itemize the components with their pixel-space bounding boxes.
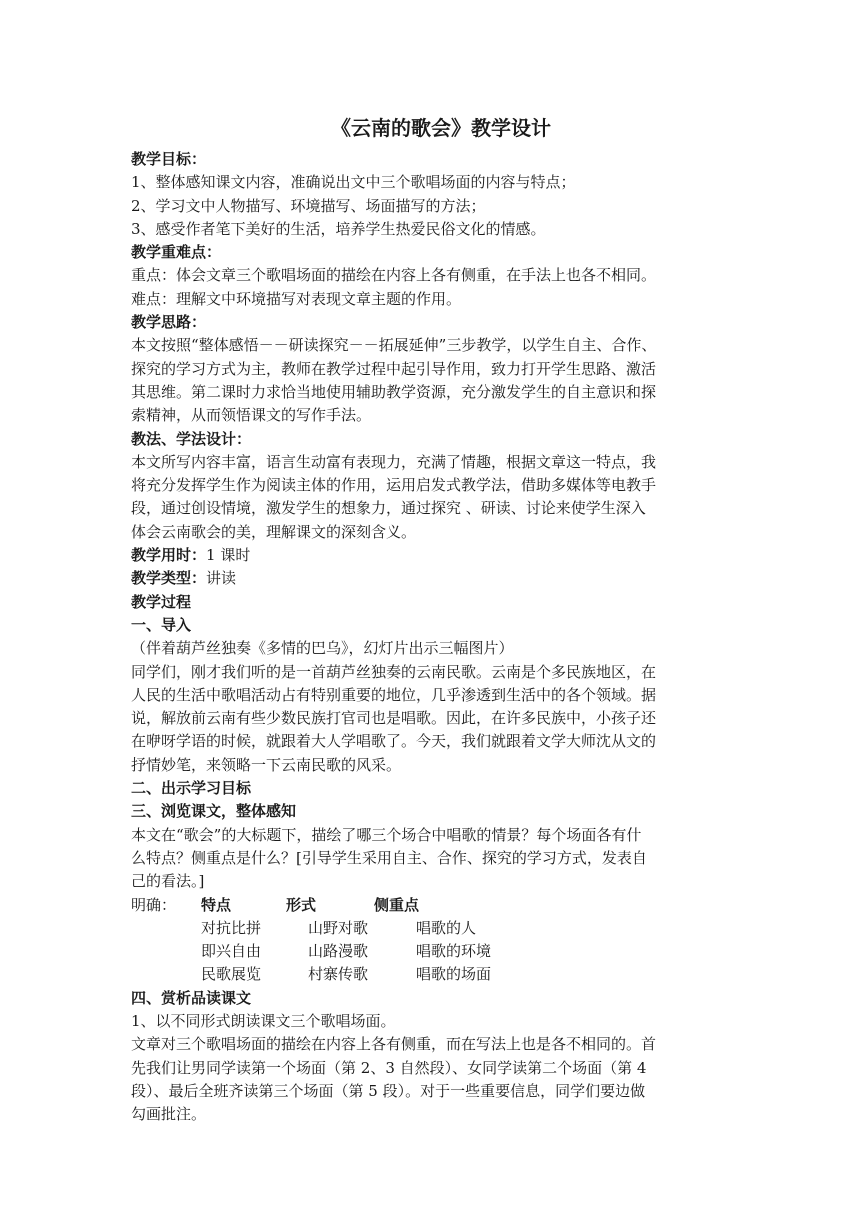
type-value: 讲读 [206, 569, 237, 588]
approach-line: 探究的学习方式为主，教师在教学过程中起引导作用，致力打开学生思路、激活 [131, 359, 657, 378]
approach-line: 其思维。第二课时力求恰当地使用辅助教学资源，充分激发学生的自主意识和探 [131, 382, 657, 401]
goal-item: 2、学习文中人物描写、环境描写、场面描写的方法； [131, 196, 486, 215]
summary-header-cell: 特点 [201, 895, 232, 914]
section-line: 么特点？侧重点是什么？[引导学生采用自主、合作、探究的学习方式，发表自 [131, 848, 647, 867]
summary-table-row [131, 963, 731, 986]
approach-line: 索精神，从而领悟课文的写作手法。 [131, 406, 372, 425]
summary-lead: 明确： [131, 895, 177, 914]
document-title: 《云南的歌会》教学设计 [331, 116, 551, 140]
key-point-line: 重点：体会文章三个歌唱场面的描绘在内容上各有侧重，在手法上也各不相同。 [131, 266, 657, 285]
section-line: 人民的生活中歌唱活动占有特别重要的地位，几乎渗透到生活中的各个领域。据 [131, 685, 657, 704]
summary-table-row [131, 917, 731, 940]
methods-line: 段，通过创设情境，激发学生的想象力，通过探究 、研读、讨论来使学生深入 [131, 499, 646, 518]
summary-header-cell: 侧重点 [374, 895, 420, 914]
summary-cell: 唱歌的环境 [416, 942, 492, 961]
approach-heading: 教学思路： [131, 313, 207, 332]
process-heading: 教学过程 [131, 592, 192, 611]
summary-cell: 民歌展览 [201, 965, 262, 984]
summary-cell: 村寨传歌 [308, 965, 369, 984]
summary-cell: 对抗比拼 [201, 918, 262, 937]
methods-line: 将充分发挥学生作为阅读主体的作用，运用启发式教学法，借助多媒体等电教手 [131, 476, 657, 495]
section-line: 同学们，刚才我们听的是一首葫芦丝独奏的云南民歌。云南是个多民族地区，在 [131, 662, 657, 681]
section-line: 本文在“歌会”的大标题下，描绘了哪三个场合中唱歌的情景？每个场面各有什 [131, 825, 642, 844]
section-heading: 二、出示学习目标 [131, 779, 252, 798]
section-line: 抒情妙笔，来领略一下云南民歌的风采。 [131, 755, 402, 774]
section-heading: 四、赏析品读课文 [131, 988, 252, 1007]
summary-cell: 山野对歌 [308, 918, 369, 937]
time-row [131, 544, 731, 567]
section-line: 段）、最后全班齐读第三个场面（第 5 段）。对于一些重要信息，同学们要边做 [131, 1081, 646, 1100]
summary-table-row [131, 940, 731, 963]
methods-line: 体会云南歌会的美，理解课文的深刻含义。 [131, 522, 417, 541]
goals-heading: 教学目标： [131, 150, 207, 168]
summary-cell: 即兴自由 [201, 942, 262, 961]
section-line: （伴着葫芦丝独奏《多情的巴乌》，幻灯片出示三幅图片） [131, 639, 514, 658]
approach-line: 本文按照“整体感悟－－研读探究－－拓展延伸”三步教学，以学生自主、合作、 [131, 336, 657, 355]
section-heading: 一、导入 [131, 615, 192, 634]
type-row [131, 567, 731, 590]
section-line: 在咿呀学语的时候，就跟着大人学唱歌了。今天，我们就跟着文学大师沈从文的 [131, 732, 657, 751]
time-value: 1 课时 [206, 546, 251, 565]
section-line: 说，解放前云南有些少数民族打官司也是唱歌。因此，在许多民族中，小孩子还 [131, 709, 657, 728]
type-label: 教学类型： [131, 569, 207, 588]
section-line: 先我们让男同学读第一个场面（第 2、3 自然段）、女同学读第二个场面（第 4 [131, 1058, 647, 1077]
section-heading: 三、浏览课文，整体感知 [131, 802, 297, 821]
document-page [131, 112, 731, 1126]
key-points-heading: 教学重难点： [131, 243, 222, 262]
time-label: 教学用时： [131, 546, 207, 565]
methods-line: 本文所写内容丰富，语言生动富有表现力，充满了情趣，根据文章这一特点，我 [131, 452, 657, 471]
section-line: 己的看法。] [131, 872, 205, 891]
key-point-line: 难点：理解文中环境描写对表现文章主题的作用。 [131, 289, 462, 308]
section-line: 勾画批注。 [131, 1105, 207, 1124]
summary-table-header [131, 894, 731, 917]
summary-header-cell: 形式 [286, 895, 317, 914]
summary-cell: 山路漫歌 [308, 942, 369, 961]
methods-heading: 教法、学法设计： [131, 429, 252, 448]
goal-item: 3、感受作者笔下美好的生活，培养学生热爱民俗文化的情感。 [131, 219, 546, 238]
summary-cell: 唱歌的场面 [416, 965, 492, 984]
section-line: 文章对三个歌唱场面的描绘在内容上各有侧重，而在写法上也是各不相同的。首 [131, 1035, 657, 1054]
section-line: 1、以不同形式朗读课文三个歌唱场面。 [131, 1011, 396, 1030]
summary-cell: 唱歌的人 [416, 918, 477, 937]
goal-item: 1、整体感知课文内容，准确说出文中三个歌唱场面的内容与特点； [131, 173, 576, 192]
